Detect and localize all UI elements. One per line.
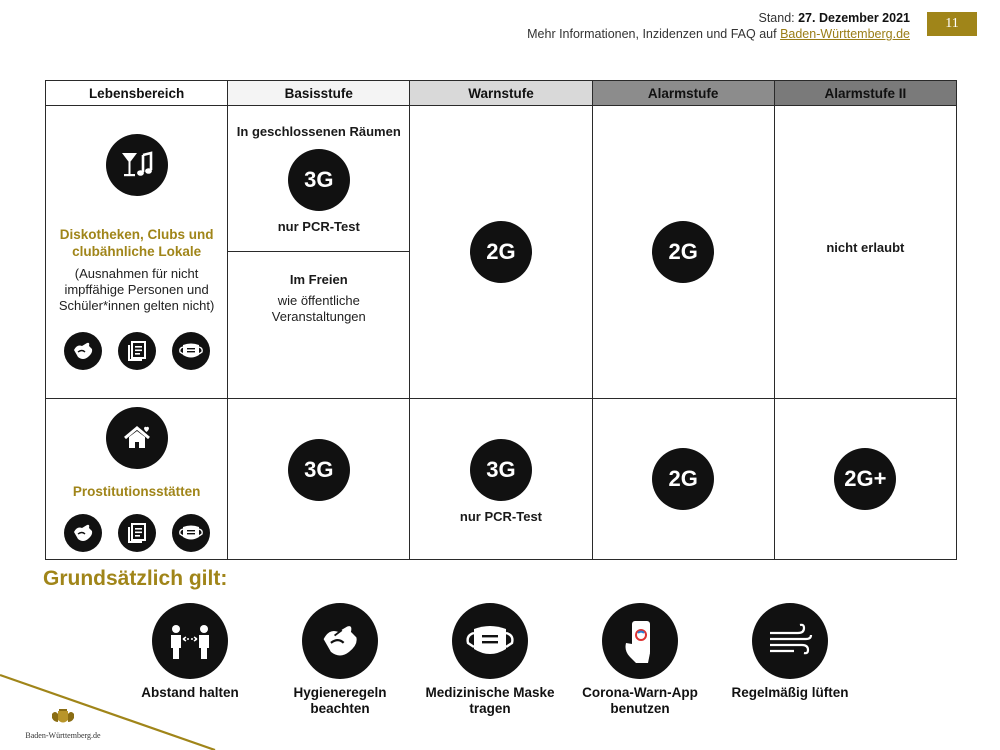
indoor-label: In geschlossenen Räumen bbox=[236, 124, 401, 139]
footer-logo bbox=[8, 708, 118, 740]
mask-icon bbox=[172, 332, 210, 370]
info-text: Mehr Informationen, Inzidenzen und FAQ auf bbox=[527, 27, 777, 41]
cell-alarmstufe2-diskotheken bbox=[774, 106, 956, 399]
page-header bbox=[527, 10, 910, 42]
rule-mask bbox=[420, 603, 560, 717]
pcr-note: nur PCR-Test bbox=[459, 509, 543, 524]
general-rules-list bbox=[120, 603, 860, 717]
cell-basisstufe-diskotheken bbox=[228, 106, 410, 399]
header-lebensbereich: Lebensbereich bbox=[46, 81, 228, 106]
page-number: 11 bbox=[927, 12, 977, 36]
prostitution-hygiene-icons bbox=[46, 514, 227, 552]
table-header-row bbox=[46, 81, 957, 106]
mask-icon bbox=[172, 514, 210, 552]
badge-2g: 2G bbox=[652, 448, 714, 510]
rule-label: Regelmäßig lüften bbox=[731, 685, 849, 700]
badge-2g: 2G bbox=[470, 221, 532, 283]
rules-table bbox=[45, 80, 957, 560]
prostitution-title: Prostitutionsstätten bbox=[72, 483, 201, 499]
document-icon bbox=[118, 514, 156, 552]
rule-air bbox=[720, 603, 860, 717]
rule-hygiene bbox=[270, 603, 410, 717]
coat-of-arms-icon bbox=[50, 708, 76, 726]
header-alarmstufe-2: Alarmstufe II bbox=[774, 81, 956, 106]
not-allowed-text: nicht erlaubt bbox=[826, 240, 905, 255]
header-basisstufe: Basisstufe bbox=[228, 81, 410, 106]
hand-washing-icon bbox=[64, 514, 102, 552]
logo-text: Baden-Württemberg.de bbox=[25, 731, 101, 740]
cell-warnstufe-prostitution bbox=[410, 399, 592, 560]
general-rules-title: Grundsätzlich gilt: bbox=[43, 567, 228, 590]
rule-label: Abstand halten bbox=[141, 685, 239, 700]
badge-2g-plus: 2G+ bbox=[834, 448, 896, 510]
hand-washing-icon bbox=[64, 332, 102, 370]
stand-line bbox=[527, 10, 910, 26]
cell-alarmstufe-prostitution bbox=[592, 399, 774, 560]
badge-2g: 2G bbox=[652, 221, 714, 283]
cell-warnstufe-diskotheken bbox=[410, 106, 592, 399]
rule-label: Medizinische Maske tragen bbox=[425, 685, 555, 716]
phone-app-icon bbox=[602, 603, 678, 679]
rule-label: Hygieneregeln beachten bbox=[293, 685, 387, 716]
cell-alarmstufe2-prostitution bbox=[774, 399, 956, 560]
diskotheken-note: (Ausnahmen für nicht impffähige Personen und Schüler*innen gelten nicht) bbox=[58, 266, 215, 313]
pcr-note: nur PCR-Test bbox=[277, 219, 360, 234]
diskotheken-hygiene-icons bbox=[46, 332, 227, 370]
rule-label: Corona-Warn-App benutzen bbox=[582, 685, 698, 716]
mask-icon bbox=[452, 603, 528, 679]
badge-3g: 3G bbox=[288, 439, 350, 501]
basis-split bbox=[228, 106, 409, 398]
rule-app bbox=[570, 603, 710, 717]
info-link[interactable]: Baden-Württemberg.de bbox=[780, 27, 910, 41]
basis-indoor bbox=[228, 106, 409, 252]
diskotheken-title: Diskotheken, Clubs und clubähnliche Lokale bbox=[59, 227, 214, 259]
badge-3g: 3G bbox=[470, 439, 532, 501]
cell-basisstufe-prostitution bbox=[228, 399, 410, 560]
info-line bbox=[527, 26, 910, 42]
table-row-diskotheken bbox=[46, 106, 957, 399]
cocktail-music-icon bbox=[106, 134, 168, 196]
outdoor-note: wie öffentliche Veranstaltungen bbox=[271, 292, 366, 324]
basis-outdoor bbox=[228, 252, 409, 399]
wind-icon bbox=[752, 603, 828, 679]
hand-washing-icon bbox=[302, 603, 378, 679]
cell-lebensbereich-prostitution bbox=[46, 399, 228, 560]
outdoor-label: Im Freien bbox=[289, 271, 348, 287]
header-alarmstufe: Alarmstufe bbox=[592, 81, 774, 106]
badge-3g: 3G bbox=[288, 149, 350, 211]
document-icon bbox=[118, 332, 156, 370]
stand-date: 27. Dezember 2021 bbox=[798, 11, 910, 25]
header-warnstufe: Warnstufe bbox=[410, 81, 592, 106]
table-row-prostitution bbox=[46, 399, 957, 560]
cell-lebensbereich-diskotheken bbox=[46, 106, 228, 399]
cell-alarmstufe-diskotheken bbox=[592, 106, 774, 399]
stand-label: Stand: bbox=[758, 11, 795, 25]
house-heart-icon bbox=[106, 407, 168, 469]
